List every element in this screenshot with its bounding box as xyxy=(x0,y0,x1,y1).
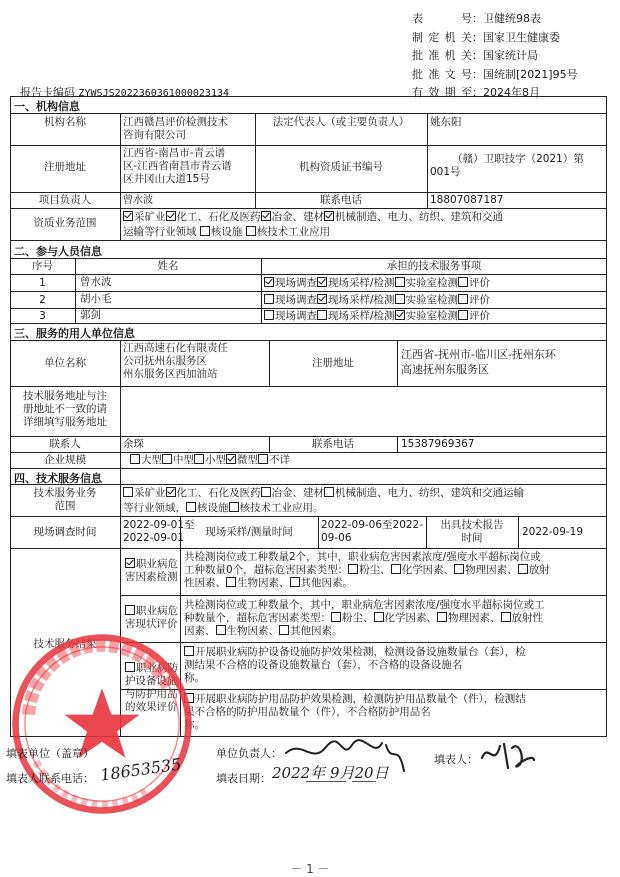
unit-reg-address-label: 注册地址 xyxy=(312,357,354,369)
result-3-label: 职业病防 护设备设施 与防护用品 的效果评价 xyxy=(125,662,178,713)
fill-date-label: 填表日期： xyxy=(216,772,271,785)
s1-scope-0-label: 采矿业 xyxy=(134,211,166,223)
staff-row-tasks xyxy=(264,294,490,307)
validity: 有效期至：2024年8月 xyxy=(412,86,540,99)
sampling-time-value: 2022-09-06至2022- 09-06 xyxy=(321,519,424,544)
report-time-label: 出具技术报告 时间 xyxy=(440,519,504,544)
staff1-task-1-checkbox[interactable] xyxy=(317,294,327,304)
result-1-text: 共检测岗位或工种数量2个，其中，职业病危害因素浓度/强度水平超标岗位或 工种数量0个，超标危害因素类型： 粉尘、 化学因素、 物理因素、 放射 性因素、 生物因素、 其他因素。 xyxy=(184,551,550,589)
staff0-task-3-label: 评价 xyxy=(469,277,491,289)
qualification-scope-line2: 运输等行业领域 核设施 核技术工业应用 xyxy=(123,226,331,238)
s4-scope2-0-label: 核设施 xyxy=(197,502,229,514)
col-tasks: 承担的技术服务事项 xyxy=(386,260,482,272)
s1-scope-2-checkbox[interactable] xyxy=(261,211,271,221)
staff0-task-2-checkbox[interactable] xyxy=(395,277,405,287)
staff-row-name: 胡小毛 xyxy=(80,293,112,305)
result-2-label: 职业病危 害现状评价 xyxy=(125,605,178,630)
section-1-title: 一、机构信息 xyxy=(14,100,80,113)
staff1-task-0-checkbox[interactable] xyxy=(264,294,274,304)
col-name: 姓名 xyxy=(157,260,179,272)
s1-scope2-0-label: 核设施 xyxy=(210,226,243,238)
s1-scope2-1-label: 核技术工业应用 xyxy=(256,226,331,238)
meta-row: 表号：卫健统98表 xyxy=(412,12,541,25)
section-2-title: 二、参与人员信息 xyxy=(14,245,102,258)
official-seal xyxy=(8,630,196,818)
service-result-label: 技术服务结果 xyxy=(33,638,97,650)
staff0-task-3-checkbox[interactable] xyxy=(458,277,468,287)
staff2-task-0-label: 现场调查 xyxy=(275,310,317,322)
staff-row-name: 曾水波 xyxy=(80,276,112,288)
contact-phone-value: 18807087187 xyxy=(430,194,504,206)
staff2-task-3-label: 评价 xyxy=(469,310,491,322)
s4-scope2-0-checkbox[interactable] xyxy=(186,502,196,512)
staff0-task-0-checkbox[interactable] xyxy=(264,277,274,287)
contact-person-label: 联系人 xyxy=(49,438,81,450)
survey-time-value: 2022-09-01至 2022-09-01 xyxy=(123,519,195,544)
s4-scope-3-checkbox[interactable] xyxy=(324,487,334,497)
reg-address-label: 注册地址 xyxy=(44,161,86,173)
staff-row-no: 1 xyxy=(39,277,46,289)
page-number: － 1 － xyxy=(290,862,330,876)
s1-scope-2-label: 冶金、建材 xyxy=(271,211,324,223)
staff0-task-0-label: 现场调查 xyxy=(275,277,317,289)
result-2-checkbox[interactable] xyxy=(125,605,135,615)
staff1-task-2-label: 实验室检测 xyxy=(405,294,459,306)
staff2-task-0-checkbox[interactable] xyxy=(264,310,274,320)
staff-row-tasks xyxy=(264,310,490,323)
s1-scope2-1-checkbox[interactable] xyxy=(246,226,256,236)
staff1-task-2-checkbox[interactable] xyxy=(395,294,405,304)
reg-address-value: 江西省-南昌市-青云谱 区-江西省南昌市青云谱 区井冈山大道15号 xyxy=(123,147,232,185)
meta-row: 批准文号：国统制[2021]95号 xyxy=(412,67,578,81)
staff1-task-0-label: 现场调查 xyxy=(275,294,317,306)
report-card-code: 报告卡编码 ZYWSJS2022360361000023134 xyxy=(20,86,230,99)
s1-scope2-0-checkbox[interactable] xyxy=(200,226,210,236)
service-scope-line1 xyxy=(123,487,524,500)
s1-scope-1-label: 化工、石化及医药 xyxy=(176,211,261,223)
size-3-checkbox[interactable] xyxy=(226,454,236,464)
staff0-task-1-label: 现场采样/检测 xyxy=(328,277,395,289)
s4-scope-2-label: 冶金、建材 xyxy=(271,487,324,499)
handwritten-phone: 18653535 xyxy=(99,754,183,785)
staff2-task-2-label: 实验室检测 xyxy=(405,310,459,322)
sampling-time-label: 现场采样/测量时间 xyxy=(205,526,293,538)
result-3-text: 开展职业病防护设备设施防护效果检测，检测设备设施数量台（套），检 测结果不合格的设备设施数量台（套），不合格的设备设施名 称。 xyxy=(184,646,526,684)
unit-reg-address-value: 江西省-抚州市-临川区-抚州东环 高速抚州东服务区 xyxy=(401,348,556,376)
meta-row: 制定机关：国家卫生健康委 xyxy=(412,30,560,44)
s1-scope-0-checkbox[interactable] xyxy=(123,211,133,221)
legal-rep-label: 法定代表人（或主要负责人） xyxy=(272,116,410,128)
staff1-task-3-checkbox[interactable] xyxy=(458,294,468,304)
size-0-checkbox[interactable] xyxy=(130,454,140,464)
org-name-value: 江西赣昌评价检测技术 咨询有限公司 xyxy=(123,116,228,141)
staff2-task-2-checkbox[interactable] xyxy=(395,310,405,320)
org-name-label: 机构名称 xyxy=(44,116,86,128)
cert-label: 机构资质证书编号 xyxy=(299,161,383,173)
unit-name-value: 江西高速石化有限责任 公司抚州东服务区 州东服务区西加油站 xyxy=(123,342,228,380)
s4-scope2-1-label: 核技术工业应用。 xyxy=(239,502,324,514)
s1-scope-1-checkbox[interactable] xyxy=(166,211,176,221)
enterprise-size-options xyxy=(130,454,290,467)
service-address-label: 技术服务地址与注 册地址不一致的请 详细填写服务地址 xyxy=(23,390,107,428)
filler-label: 填表人： xyxy=(434,753,478,766)
report-time-value: 2022-09-19 xyxy=(522,526,584,538)
qualification-scope-label: 资质业务范围 xyxy=(33,217,97,229)
size-2-checkbox[interactable] xyxy=(194,454,204,464)
s1-scope-3-label: 机械制造、电力、纺织、建筑和交通 xyxy=(335,211,503,223)
staff-row-no: 2 xyxy=(39,294,46,306)
cert-value: （赣）卫职技字（2021）第 001号 xyxy=(430,153,584,178)
enterprise-size-label: 企业规模 xyxy=(44,454,86,466)
form-meta xyxy=(412,10,578,84)
size-4-checkbox[interactable] xyxy=(258,454,268,464)
s4-scope-3-label: 机械制造、电力、纺织、建筑和交通运输 xyxy=(335,487,524,499)
staff-row-no: 3 xyxy=(39,310,46,322)
s4-scope-2-checkbox[interactable] xyxy=(261,487,271,497)
staff2-task-1-label: 现场采样/检测 xyxy=(328,310,395,322)
filler-signature xyxy=(478,738,538,772)
project-leader-value: 曾水波 xyxy=(123,195,153,206)
s4-scope-0-checkbox[interactable] xyxy=(123,487,133,497)
service-scope-line2: 等行业领域， 核设施 核技术工业应用。 xyxy=(123,502,324,514)
qualification-scope-line1 xyxy=(123,211,503,224)
section-3-title: 三、服务的用人单位信息 xyxy=(14,327,135,340)
unit-leader-label: 单位负责人： xyxy=(216,747,282,760)
leader-signature xyxy=(282,735,412,775)
s4-scope-0-label: 采矿业 xyxy=(134,487,166,499)
contact-phone-label: 联系电话 xyxy=(320,194,362,206)
survey-time-label: 现场调查时间 xyxy=(33,526,97,538)
filling-unit-label: 填表单位（盖章） xyxy=(6,747,94,760)
s4-scope-1-label: 化工、石化及医药 xyxy=(176,487,261,499)
contact-person-value: 余琛 xyxy=(123,438,144,450)
result-1-checkbox[interactable] xyxy=(125,558,135,568)
staff-row-tasks xyxy=(264,277,490,290)
staff0-task-1-checkbox[interactable] xyxy=(317,277,327,287)
filler-phone-label: 填表人联系电话： xyxy=(6,772,94,785)
s4-scope-1-checkbox[interactable] xyxy=(166,487,176,497)
size-2-label: 小型 xyxy=(205,454,226,466)
result-4-text: 开展职业病防护用品防护效果检测，检测防护用品数量个（件），检测结 果不合格的防护用品数量个（件），不合格防护用品名 称。 xyxy=(184,693,526,731)
col-no: 序号 xyxy=(32,260,53,272)
staff-row-name: 郭剑 xyxy=(80,309,101,321)
service-scope-label: 技术服务业务 范围 xyxy=(33,487,97,512)
project-leader-label: 项目负责人 xyxy=(38,194,92,206)
staff0-task-2-label: 实验室检测 xyxy=(405,277,459,289)
result-2-text: 共检测岗位或工种数量个，其中，职业病危害因素浓度/强度水平超标岗位或工 种数量个，超标危害因素类型： 粉尘、 化学因素、 物理因素、 放射性 因素、 生物因素、 其他因素。 xyxy=(184,599,545,637)
size-0-label: 大型 xyxy=(141,454,162,466)
size-4-label: 不详 xyxy=(269,454,290,466)
meta-row: 批准机关：国家统计局 xyxy=(412,49,538,63)
unit-phone-label: 联系电话 xyxy=(312,438,354,450)
section-4-title: 四、技术服务信息 xyxy=(14,472,102,485)
unit-phone-value: 15387969367 xyxy=(401,438,475,450)
size-1-checkbox[interactable] xyxy=(162,454,172,464)
staff1-task-3-label: 评价 xyxy=(469,294,491,306)
legal-rep-value: 姚东阳 xyxy=(430,116,462,128)
size-1-label: 中型 xyxy=(173,454,194,466)
size-3-label: 微型 xyxy=(237,454,258,466)
staff1-task-1-label: 现场采样/检测 xyxy=(328,294,395,306)
unit-name-label: 单位名称 xyxy=(44,357,86,369)
s1-scope-3-checkbox[interactable] xyxy=(324,211,334,221)
handwritten-date: 2022年 9月20日 xyxy=(272,764,389,782)
result-1-label: 职业病危 害因素检测 xyxy=(125,558,178,583)
staff2-task-1-checkbox[interactable] xyxy=(317,310,327,320)
s4-scope2-1-checkbox[interactable] xyxy=(229,502,239,512)
staff2-task-3-checkbox[interactable] xyxy=(458,310,468,320)
